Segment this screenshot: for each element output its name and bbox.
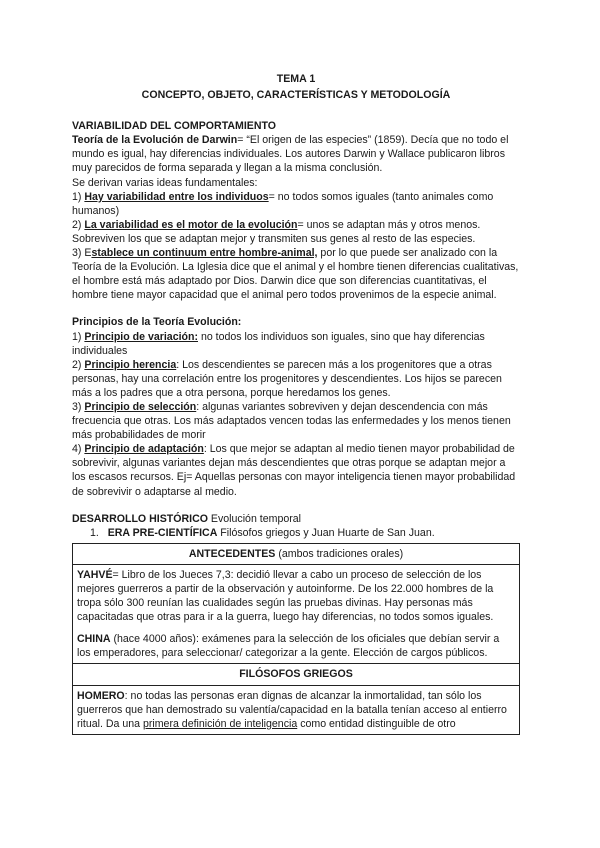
- era-label: ERA PRE-CIENTÍFICA: [107, 526, 218, 539]
- homero-underlined-text: primera definición de inteligencia: [142, 717, 298, 730]
- document-page: [72, 72, 520, 735]
- idea-3-text: por lo que puede ser analizado con la Teoría de la Evolución. La Iglesia dice que el animal y el hombre tienen diferencias cualitativas, el hombre está más adaptado por Dios. Darwin dice que son diferencias cuantitativas, el hombre tiene mayor capacidad que el animal pero todos provenimos de la especie animal.: [72, 247, 519, 302]
- principio-3-text: : algunas variantes sobreviven y dejan descendencia con más frecuencia que otras. Los más adaptados vencen todas las enfermedades y los menos tienen más probabilidades de morir: [72, 400, 511, 442]
- idea-1: [72, 190, 520, 218]
- idea-1-text: = no todos somos iguales (tanto animales como humanos): [72, 190, 494, 217]
- desarrollo-subheading: Evolución temporal: [207, 512, 302, 525]
- filosofos-header: FILÓSOFOS GRIEGOS: [73, 664, 520, 685]
- table-row: [73, 564, 520, 664]
- antecedentes-subtitle: (ambos tradiciones orales): [275, 547, 404, 560]
- idea-3: [72, 246, 520, 302]
- principio-number: 2): [72, 358, 85, 371]
- china-label: CHINA: [77, 633, 111, 646]
- desarrollo-heading-line: [72, 512, 520, 526]
- principio-2-text: : Los descendientes se parecen más a los progenitores que a otras personas, hay una correlación entre los progenitores y descendientes. Los hijos se parecen más a los padres que a otra persona, porque heredamos los genes.: [72, 358, 502, 399]
- ideas-intro: Se derivan varias ideas fundamentales:: [72, 176, 258, 189]
- principio-3: [72, 400, 520, 442]
- table-row: [73, 664, 520, 685]
- variabilidad-heading: VARIABILIDAD DEL COMPORTAMIENTO: [72, 120, 277, 133]
- idea-number: 3) E: [72, 247, 92, 260]
- china-text: (hace 4000 años): exámenes para la selección de los oficiales que debían servir a los emperadores, para seleccionar/ categorizar a la gente. Elección de cargos públicos.: [77, 633, 500, 660]
- principio-3-label: Principio de selección: [84, 400, 197, 413]
- principio-2-label: Principio herencia: [84, 358, 177, 371]
- principio-number: 4): [72, 443, 85, 456]
- era-text: Filósofos griegos y Juan Huarte de San Juan.: [217, 526, 435, 539]
- era-number: 1.: [90, 526, 99, 539]
- idea-2-label: La variabilidad es el motor de la evolución: [84, 218, 298, 231]
- principio-number: 3): [72, 400, 85, 413]
- antecedentes-cell: [73, 564, 520, 664]
- china-paragraph: [77, 632, 515, 660]
- antecedentes-header: [73, 543, 520, 564]
- yahve-label: YAHVÉ: [77, 568, 113, 581]
- table-row: [73, 543, 520, 564]
- homero-tail: como entidad distinguible de otro: [297, 717, 456, 730]
- darwin-paragraph: [72, 133, 520, 175]
- tema-title: TEMA 1: [276, 73, 316, 85]
- principio-4: [72, 442, 520, 498]
- darwin-text: = “El origen de las especies” (1859). Decía que no todo el mundo es igual, hay diferencias individuales. Los autores Darwin y Wallace publicaron libros muy parecidos de forma separada y llegan a la misma conclusión.: [72, 134, 509, 175]
- page-subtitle: CONCEPTO, OBJETO, CARACTERÍSTICAS Y METODOLOGÍA: [141, 89, 451, 102]
- idea-number: 1): [72, 190, 85, 203]
- idea-3-label: stablece un continuum entre hombre-animal,: [91, 247, 318, 260]
- principio-4-label: Principio de adaptación: [84, 443, 204, 456]
- principio-2: [72, 358, 520, 400]
- principio-1-label: Principio de variación:: [84, 330, 198, 343]
- idea-2-text: = unos se adaptan más y otros menos. Sobreviven los que se adaptan mejor y transmiten sus genes al resto de las especies.: [72, 218, 481, 245]
- homero-text: : no todas las personas eran dignas de alcanzar la inmortalidad, tan sólo los guerreros que han demostrado su valentía/capacidad en la batalla tenían acceso al entierro ritual. Da una: [77, 689, 507, 730]
- desarrollo-heading: DESARROLLO HISTÓRICO: [72, 512, 208, 525]
- history-table: [72, 543, 520, 735]
- table-row: [73, 685, 520, 734]
- principios-heading: Principios de la Teoría Evolución:: [72, 316, 242, 329]
- principio-1: [72, 330, 520, 358]
- idea-number: 2): [72, 218, 85, 231]
- antecedentes-title: ANTECEDENTES: [188, 547, 276, 560]
- principio-number: 1): [72, 330, 85, 343]
- era-item: [72, 526, 520, 540]
- homero-label: HOMERO: [77, 689, 125, 702]
- yahve-paragraph: [77, 568, 515, 624]
- principio-1-text: no todos los individuos son iguales, sino que hay diferencias individuales: [72, 330, 485, 357]
- yahve-text: = Libro de los Jueces 7,3: decidió llevar a cabo un proceso de selección de los mejores guerreros a partir de la observación y autoinforme. De los 22.000 hombres de la tropa sólo 300 reunían las cualidades según las pruebas divinas. Hay personas más capacitadas que otras para ir a la guerra, luego hay diferencias, no todos somos iguales.: [77, 568, 494, 624]
- idea-1-label: Hay variabilidad entre los individuos: [84, 190, 269, 203]
- darwin-label: Teoría de la Evolución de Darwin: [72, 134, 238, 147]
- filosofos-cell: [73, 685, 520, 734]
- principio-4-text: : Los que mejor se adaptan al medio tienen mayor probabilidad de sobrevivir, algunas variantes dejan más descendientes que otras porque se adaptan mejor a los escasos recursos. Ej= Aquellas personas con mayor inteligencia tienen mayor probabilidad de sobrevivir o adaptarse al medio.: [72, 443, 516, 498]
- homero-paragraph: [77, 689, 515, 731]
- idea-2: [72, 218, 520, 246]
